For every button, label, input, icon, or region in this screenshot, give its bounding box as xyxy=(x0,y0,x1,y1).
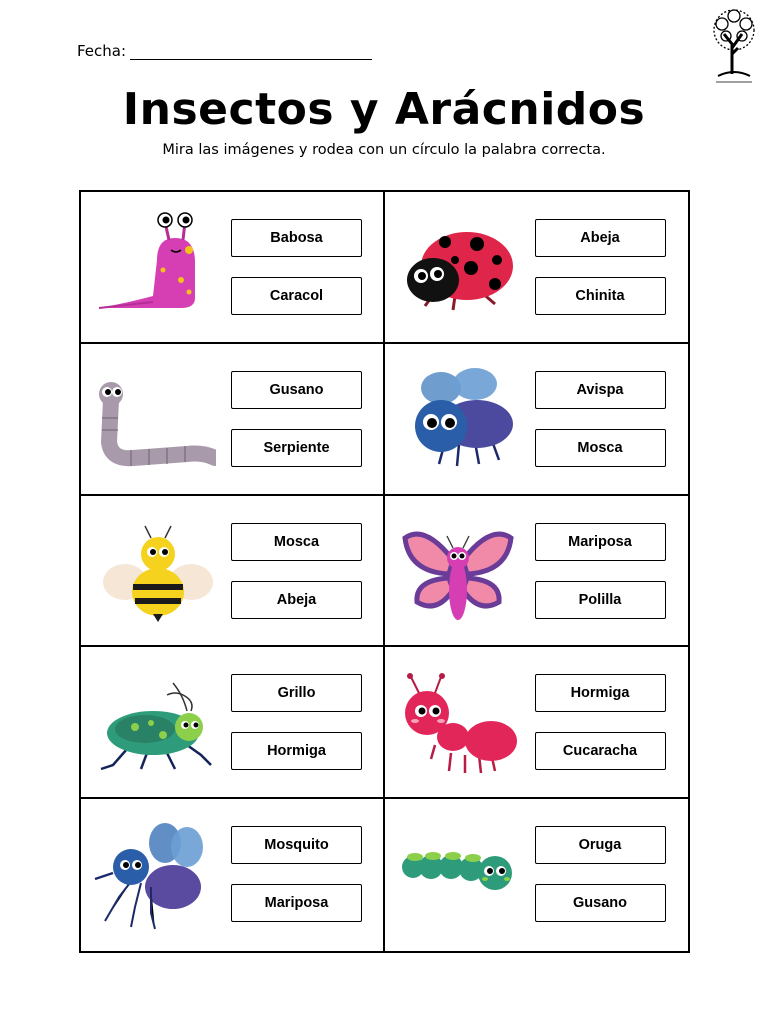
worksheet-grid xyxy=(79,190,690,953)
fly-icon xyxy=(395,362,520,477)
answer-option[interactable]: Chinita xyxy=(535,277,666,315)
answer-option[interactable]: Hormiga xyxy=(535,674,666,712)
ant-icon xyxy=(395,665,520,780)
cricket-icon xyxy=(91,665,216,780)
ladybug-icon xyxy=(395,210,520,325)
answer-option[interactable]: Babosa xyxy=(231,219,362,257)
worksheet-cell xyxy=(385,192,689,344)
answer-option[interactable]: Caracol xyxy=(231,277,362,315)
answer-option[interactable]: Cucaracha xyxy=(535,732,666,770)
answer-option[interactable]: Oruga xyxy=(535,826,666,864)
date-field xyxy=(77,42,372,60)
page-title: Insectos y Arácnidos xyxy=(122,84,646,135)
answer-option[interactable]: Mariposa xyxy=(231,884,362,922)
worksheet-cell xyxy=(385,799,689,951)
answer-option[interactable]: Gusano xyxy=(535,884,666,922)
date-blank-line[interactable] xyxy=(130,45,372,60)
mosquito-icon xyxy=(91,817,216,932)
instructions: Mira las imágenes y rodea con un círculo la palabra correcta. xyxy=(162,142,606,158)
caterpillar-icon xyxy=(395,817,520,932)
answer-option[interactable]: Abeja xyxy=(535,219,666,257)
worksheet-cell xyxy=(81,344,385,496)
answer-option[interactable]: Mariposa xyxy=(535,523,666,561)
answer-option[interactable]: Mosca xyxy=(535,429,666,467)
worm-icon xyxy=(91,362,216,477)
slug-icon xyxy=(91,210,216,325)
date-label: Fecha: xyxy=(77,42,127,60)
answer-option[interactable]: Serpiente xyxy=(231,429,362,467)
answer-option[interactable]: Abeja xyxy=(231,581,362,619)
worksheet-cell xyxy=(81,496,385,648)
answer-option[interactable]: Avispa xyxy=(535,371,666,409)
answer-option[interactable]: Hormiga xyxy=(231,732,362,770)
butterfly-icon xyxy=(395,514,520,629)
answer-option[interactable]: Gusano xyxy=(231,371,362,409)
worksheet-cell xyxy=(385,344,689,496)
worksheet-cell xyxy=(81,192,385,344)
worksheet-cell xyxy=(385,496,689,648)
worksheet-cell xyxy=(81,799,385,951)
answer-option[interactable]: Mosquito xyxy=(231,826,362,864)
answer-option[interactable]: Polilla xyxy=(535,581,666,619)
answer-option[interactable]: Grillo xyxy=(231,674,362,712)
worksheet-cell xyxy=(81,647,385,799)
tree-logo-icon xyxy=(702,4,766,86)
bee-icon xyxy=(91,514,216,629)
worksheet-cell xyxy=(385,647,689,799)
answer-option[interactable]: Mosca xyxy=(231,523,362,561)
